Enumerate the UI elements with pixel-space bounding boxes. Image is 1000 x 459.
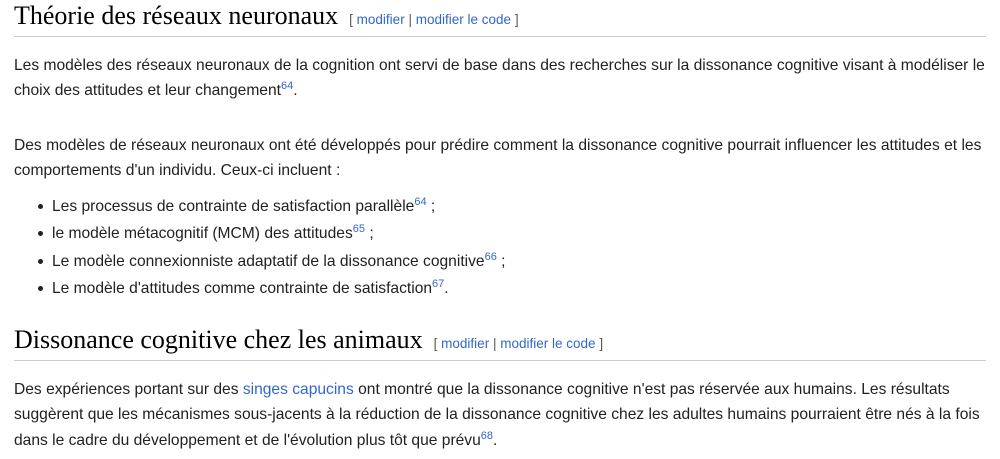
paragraph [14, 53, 986, 104]
reference-marker[interactable] [481, 429, 493, 441]
paragraph [14, 377, 986, 453]
list-item-label: Le modèle d'attitudes comme contrainte de satisfaction [52, 279, 433, 297]
paragraph-text: Des modèles de réseaux neuronaux ont été développés pour prédire comment la dissonance cognitive pourrait influencer les attitudes et les comportements d'un individu. Ceux-ci incluent : [14, 136, 982, 179]
reference-link[interactable]: 66 [484, 250, 497, 263]
bracket-open: [ [349, 12, 353, 27]
list-item-tail: ; [365, 225, 374, 243]
paragraph-text: Les modèles des réseaux neuronaux de la cognition ont servi de base dans des recherches sur la dissonance cognitive visant à modéliser le choix des attitudes et leur changement [14, 57, 985, 100]
link-separator: | [492, 335, 497, 351]
reference-link[interactable]: 67 [432, 277, 445, 290]
edit-section-links [434, 336, 603, 352]
link-separator: | [408, 12, 412, 27]
paragraph [14, 133, 986, 184]
list-item-label: le modèle métacognitif (MCM) des attitudes [52, 225, 353, 243]
reference-link[interactable]: 68 [480, 429, 494, 442]
wiki-link-singes-capucins[interactable]: singes capucins [242, 381, 354, 399]
list-item [52, 249, 986, 275]
reference-marker[interactable] [432, 278, 444, 290]
section-dissonance-cognitive-chez-les-animaux [0, 324, 1000, 453]
list-item [52, 276, 986, 302]
bracket-close: ] [514, 12, 519, 27]
paragraph-text-before-link: Des expériences portant sur des [14, 381, 243, 399]
paragraph-text-end: . [293, 82, 298, 100]
paragraph-text-end: . [493, 431, 498, 449]
reference-marker[interactable] [485, 250, 497, 262]
model-list [14, 194, 986, 302]
section-gap [0, 303, 1000, 324]
list-item-label: Les processus de contrainte de satisfaction parallèle [52, 198, 415, 216]
edit-source-link[interactable]: modifier le code [500, 335, 596, 351]
section-title: Théorie des réseaux neuronaux [14, 1, 339, 30]
paragraph-gap [14, 104, 986, 121]
reference-link[interactable]: 65 [352, 223, 365, 236]
reference-link[interactable]: 64 [281, 80, 294, 93]
list-item [52, 194, 986, 220]
reference-marker[interactable] [414, 196, 426, 208]
list-item-tail: ; [426, 198, 436, 216]
edit-link[interactable]: modifier [441, 335, 490, 351]
bracket-open: [ [433, 335, 438, 351]
list-item-label: Le modèle connexionniste adaptatif de la dissonance cognitive [52, 252, 485, 270]
reference-marker[interactable] [353, 223, 365, 235]
bracket-close: ] [599, 335, 604, 351]
list-item-tail: ; [496, 252, 506, 270]
edit-section-links [349, 12, 518, 28]
reference-marker[interactable] [281, 80, 293, 92]
paragraph-text-after-link: ont montré que la dissonance cognitive n'est pas réservée aux humains. Les résultats suggèrent que les mécanismes sous-jacents à la réduction de la dissonance cognitive chez les adultes humains pourraient être nés à la fois dans le cadre du développement et de l'évolution plus tôt que prévu [14, 381, 980, 449]
section-heading [14, 324, 986, 361]
reference-link[interactable]: 64 [414, 196, 427, 208]
list-item [52, 221, 986, 247]
section-heading [14, 0, 986, 37]
section-title: Dissonance cognitive chez les animaux [14, 324, 423, 354]
edit-source-link[interactable]: modifier le code [415, 12, 512, 27]
edit-link[interactable]: modifier [356, 12, 405, 27]
list-item-tail: . [444, 279, 449, 297]
